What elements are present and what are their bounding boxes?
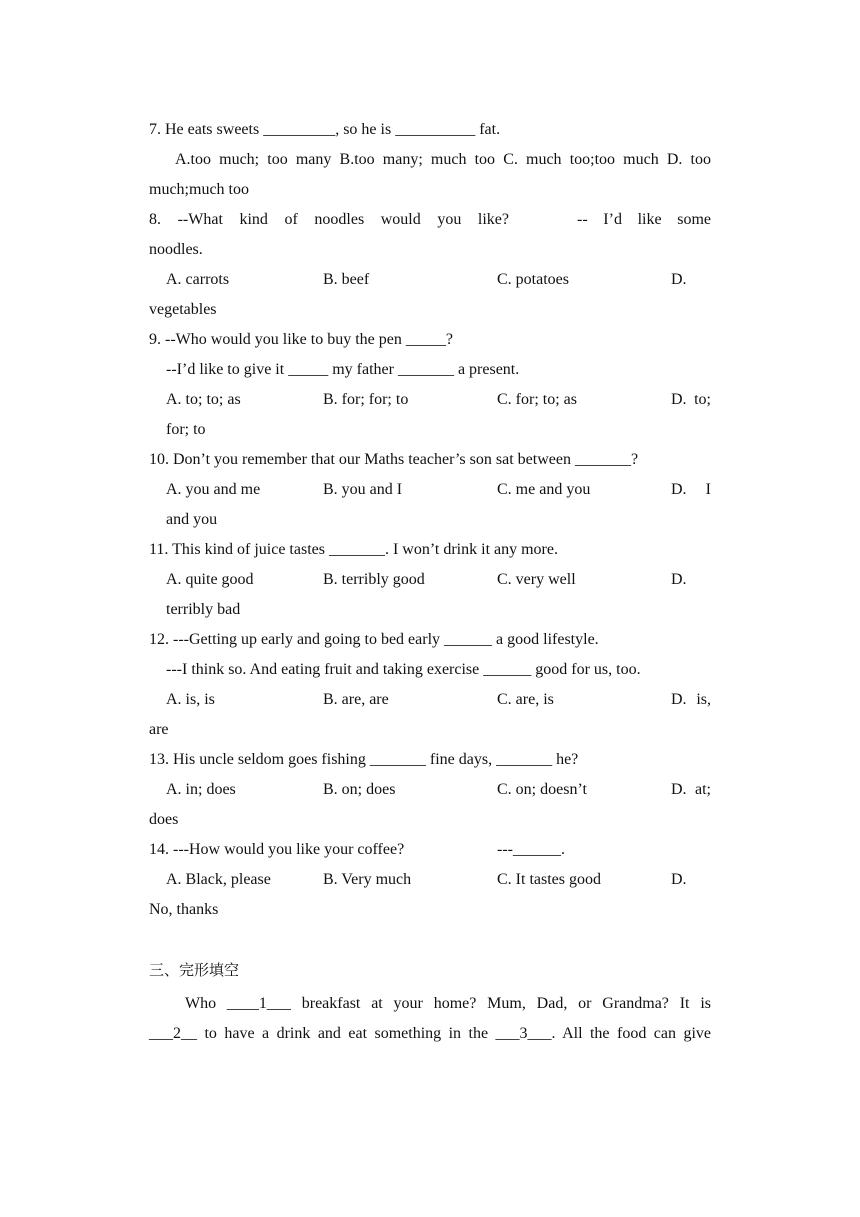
question-9-stem: 9. --Who would you like to buy the pen _____? [149,331,453,348]
question-9-option-d: D. to; [671,391,711,408]
question-14-option-c: C. It tastes good [497,871,601,888]
question-9-stem-continued: --I’d like to give it _____ my father _______ a present. [166,361,520,378]
question-7-options: A.too much; too many B.too many; much too C. much too;too much D. too [175,151,711,168]
question-12-option-c: C. are, is [497,691,554,708]
question-8-option-a: A. carrots [166,271,230,288]
question-8-answer-prompt: -- I’d like some [577,211,711,228]
question-14-answer-prompt: ---______. [497,841,565,858]
question-14-option-d: D. [671,871,687,888]
question-12-stem: 12. ---Getting up early and going to bed early ______ a good lifestyle. [149,631,599,648]
question-10-option-d: D. I [671,481,711,498]
question-8-option-c: C. potatoes [497,271,569,288]
question-13-option-a: A. in; does [166,781,236,798]
question-12-option-a: A. is, is [166,691,215,708]
question-11-option-b: B. terribly good [323,571,425,588]
question-13-option-d: D. at; [671,781,711,798]
question-8-option-d-continued: vegetables [149,301,217,318]
cloze-paragraph-line-2: ___2__ to have a drink and eat something in the ___3___. All the food can give [149,1025,711,1042]
question-14-option-d-continued: No, thanks [149,901,219,918]
question-7-stem: 7. He eats sweets _________, so he is __________ fat. [149,121,501,138]
question-13-option-b: B. on; does [323,781,396,798]
question-13-option-c: C. on; doesn’t [497,781,587,798]
question-10-option-a: A. you and me [166,481,261,498]
question-8-option-b: B. beef [323,271,370,288]
question-12-option-b: B. are, are [323,691,389,708]
question-8-stem: 8. --What kind of noodles would you like? [149,211,509,228]
question-10-option-c: C. me and you [497,481,591,498]
question-12-option-d-continued: are [149,721,169,738]
question-9-option-d-continued: for; to [166,421,206,438]
question-11-option-c: C. very well [497,571,576,588]
question-14-option-a: A. Black, please [166,871,271,888]
question-11-stem: 11. This kind of juice tastes _______. I won’t drink it any more. [149,541,558,558]
question-11-option-a: A. quite good [166,571,254,588]
question-9-option-c: C. for; to; as [497,391,577,408]
question-10-stem: 10. Don’t you remember that our Maths teacher’s son sat between _______? [149,451,639,468]
question-11-option-d: D. [671,571,687,588]
question-13-stem: 13. His uncle seldom goes fishing _______ fine days, _______ he? [149,751,579,768]
question-7-options-continued: much;much too [149,181,249,198]
question-10-option-b: B. you and I [323,481,403,498]
question-9-option-b: B. for; for; to [323,391,409,408]
question-14-option-b: B. Very much [323,871,412,888]
section-3-heading: 三、完形填空 [149,961,240,979]
question-10-option-d-continued: and you [166,511,218,528]
question-14-stem: 14. ---How would you like your coffee? [149,841,405,858]
question-8-stem-continued: noodles. [149,241,203,258]
question-12-stem-continued: ---I think so. And eating fruit and taking exercise ______ good for us, too. [166,661,641,678]
question-11-option-d-continued: terribly bad [166,601,241,618]
question-13-option-d-continued: does [149,811,179,828]
cloze-paragraph-line-1: Who ____1___ breakfast at your home? Mum, Dad, or Grandma? It is [185,995,711,1012]
question-9-option-a: A. to; to; as [166,391,241,408]
question-8-option-d: D. [671,271,687,288]
question-12-option-d: D. is, [671,691,711,708]
